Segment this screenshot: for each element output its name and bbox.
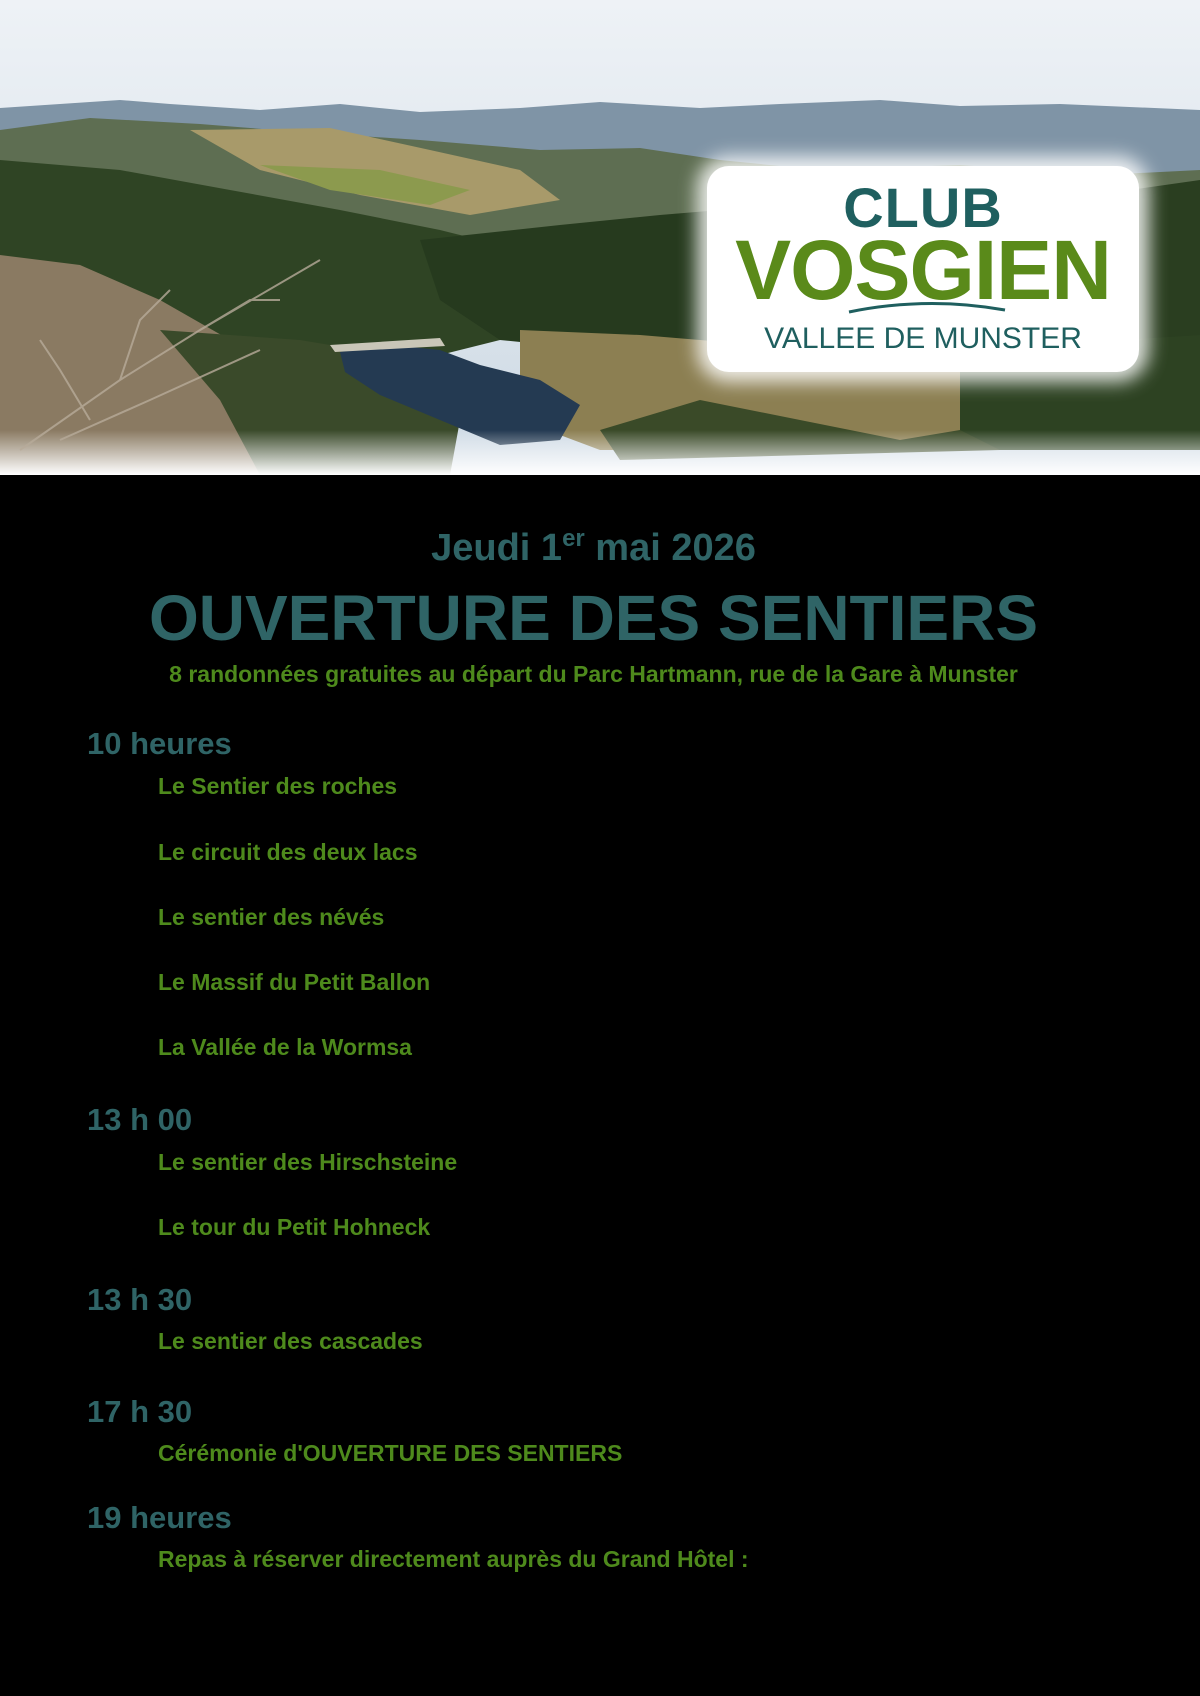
schedule-time: 13 h 30	[87, 1282, 193, 1317]
schedule-time: 17 h 30	[87, 1394, 193, 1429]
schedule-item: Repas à réserver directement auprès du Grand Hôtel :	[158, 1546, 749, 1572]
schedule-item: La Vallée de la Wormsa	[158, 1034, 412, 1060]
club-vosgien-logo	[707, 166, 1139, 372]
schedule-item: Le tour du Petit Hohneck	[158, 1214, 431, 1240]
event-date-prefix: Jeudi 1	[431, 527, 563, 569]
event-date	[0, 525, 1187, 570]
event-date-suffix: mai 2026	[584, 527, 756, 569]
schedule-item: Le Sentier des roches	[158, 773, 398, 799]
schedule-item: Le sentier des névés	[158, 904, 385, 930]
logo-vosgien-text: VOSGIEN	[735, 223, 1111, 317]
schedule-time: 13 h 00	[87, 1102, 193, 1137]
logo-club-text: CLUB	[843, 176, 1003, 239]
schedule-item: Le circuit des deux lacs	[158, 839, 418, 865]
schedule-time: 10 heures	[87, 726, 232, 761]
header-landscape-photo	[0, 0, 1200, 475]
schedule-item: Le sentier des cascades	[158, 1328, 423, 1354]
schedule-item: Cérémonie d'OUVERTURE DES SENTIERS	[158, 1440, 623, 1466]
logo-swoosh-icon	[847, 300, 1007, 316]
event-title: OUVERTURE DES SENTIERS	[148, 582, 1039, 654]
event-date-superscript: er	[562, 525, 585, 552]
logo-subtitle: VALLEE DE MUNSTER	[764, 322, 1082, 355]
event-subtitle: 8 randonnées gratuites au départ du Parc Hartmann, rue de la Gare à Munster	[169, 661, 1018, 687]
schedule-item: Le Massif du Petit Ballon	[158, 969, 431, 995]
schedule-item: Le sentier des Hirschsteine	[158, 1149, 458, 1175]
schedule-time: 19 heures	[87, 1500, 232, 1535]
